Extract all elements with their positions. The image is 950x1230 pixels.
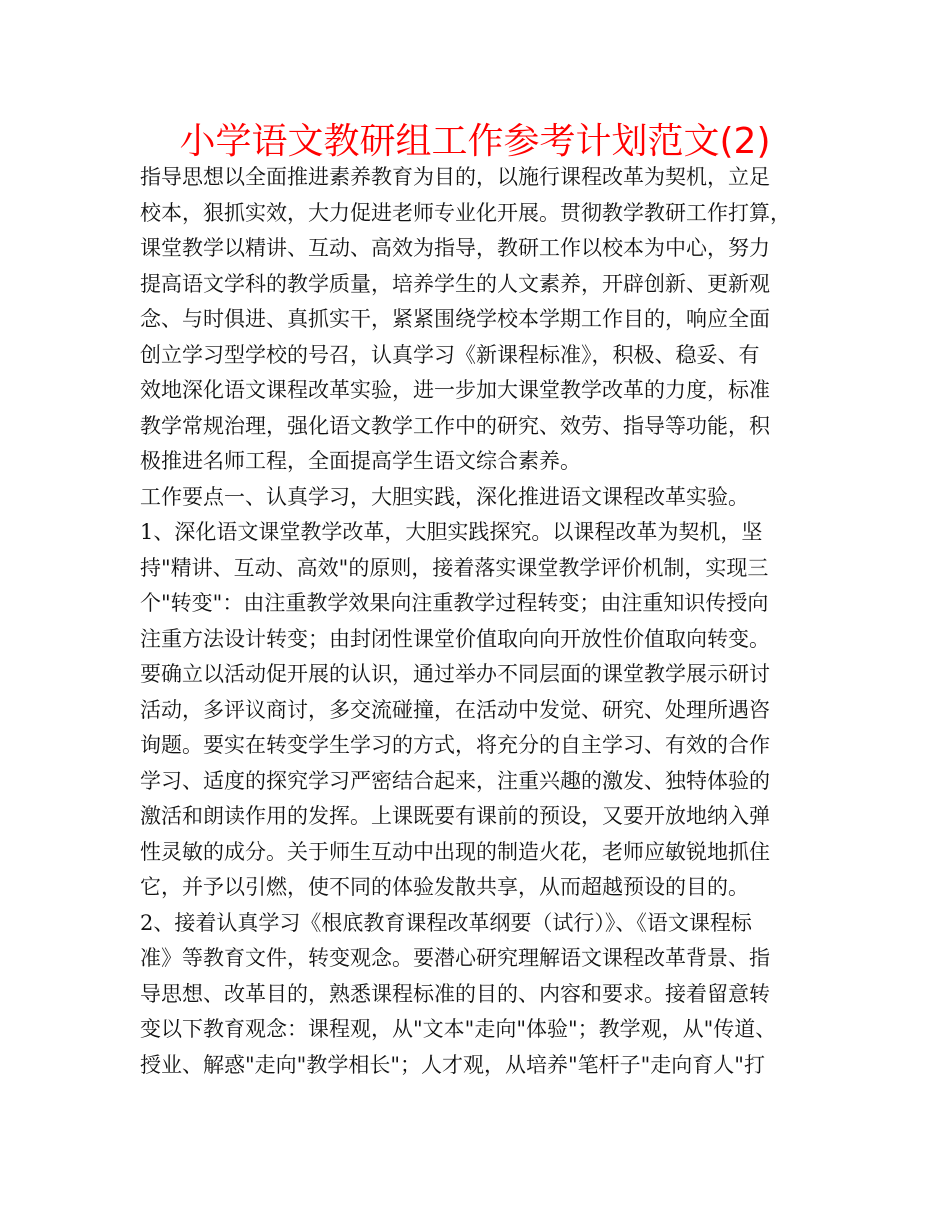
body-line: 指导思想以全面推进素养教育为目的，以施行课程改革为契机，立足: [140, 165, 770, 189]
body-line: 变以下教育观念：课程观，从"文本"走向"体验"；教学观，从"传道、: [140, 1017, 777, 1041]
body-line: 极推进名师工程，全面提高学生语文综合素养。: [140, 449, 581, 473]
body-line: 活动，多评议商讨，多交流碰撞，在活动中发觉、研究、处理所遇咨: [140, 697, 770, 722]
body-line: 2、接着认真学习《根底教育课程改革纲要（试行）》、《语文课程标: [140, 910, 752, 935]
document-title: 小学语文教研组工作参考计划范文(2): [179, 121, 771, 162]
body-line: 念、与时俱进、真抓实干，紧紧围绕学校本学期工作目的，响应全面: [140, 307, 770, 331]
body-line: 注重方法设计转变；由封闭性课堂价值取向向开放性价值取向转变。: [140, 626, 770, 651]
body-line: 它，并予以引燃，使不同的体验发散共享，从而超越预设的目的。: [140, 875, 749, 899]
body-line: 准》等教育文件，转变观念。要潜心研究理解语文课程改革背景、指: [140, 946, 770, 970]
body-line: 激活和朗读作用的发挥。上课既要有课前的预设，又要开放地纳入弹: [140, 804, 770, 828]
body-line: 授业、解惑"走向"教学相长"；人才观，从培养"笔杆子"走向育人"打: [140, 1052, 765, 1077]
body-line: 1、深化语文课堂教学改革，大胆实践探究。以课程改革为契机，坚: [140, 520, 763, 544]
body-line: 教学常规治理，强化语文教学工作中的研究、效劳、指导等功能，积: [140, 413, 770, 438]
body-line: 学习、适度的探究学习严密结合起来，注重兴趣的激发、独特体验的: [140, 768, 770, 793]
body-line: 校本，狠抓实效，大力促进老师专业化开展。贯彻教学教研工作打算，: [140, 200, 791, 225]
body-line: 个"转变"：由注重教学效果向注重教学过程转变；由注重知识传授向: [140, 591, 769, 615]
body-line: 课堂教学以精讲、互动、高效为指导，教研工作以校本为中心，努力: [140, 236, 770, 260]
body-line: 要确立以活动促开展的认识，通过举办不同层面的课堂教学展示研讨: [140, 662, 770, 686]
body-line: 导思想、改革目的，熟悉课程标准的目的、内容和要求。接着留意转: [140, 981, 770, 1006]
body-line: 询题。要实在转变学生学习的方式，将充分的自主学习、有效的合作: [140, 733, 770, 757]
body-line: 工作要点一、认真学习，大胆实践，深化推进语文课程改革实验。: [140, 484, 749, 509]
body-line: 持"精讲、互动、高效"的原则，接着落实课堂教学评价机制，实现三: [140, 555, 769, 580]
body-line: 效地深化语文课程改革实验，进一步加大课堂教学改革的力度，标准: [140, 378, 770, 402]
document-body: [140, 160, 830, 1083]
body-line: 创立学习型学校的号召，认真学习《新课程标准》，积极、稳妥、有: [140, 342, 760, 367]
body-line: 性灵敏的成分。关于师生互动中出现的制造火花，老师应敏锐地抓住: [140, 839, 770, 864]
body-line: 提高语文学科的教学质量，培养学生的人文素养，开辟创新、更新观: [140, 271, 770, 296]
